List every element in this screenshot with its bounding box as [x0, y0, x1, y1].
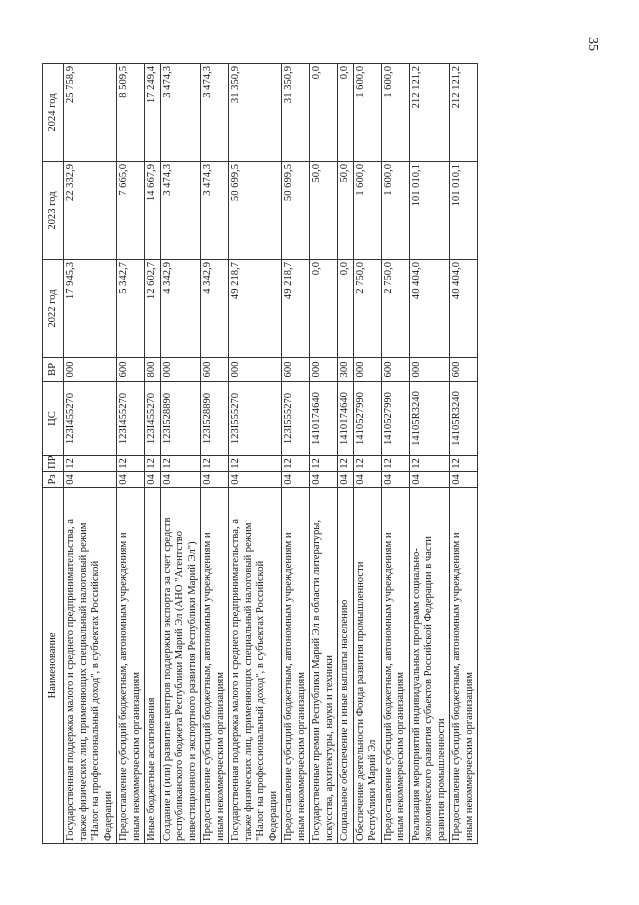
cell-vr: 000 — [160, 358, 201, 382]
cell-y2024: 1 600,0 — [381, 64, 409, 162]
row-name-line: Предоставление субсидий бюджетным, автономным учреждениям и — [201, 532, 213, 841]
cell-rz: 04 — [449, 472, 477, 488]
header-cs: ЦС — [42, 382, 63, 456]
row-name-line: инвестиционного и экспортного развития Республики Марий Эл") — [186, 541, 197, 841]
cell-y2023: 22 332,9 — [63, 162, 116, 260]
cell-cs: 1410174640 — [337, 382, 353, 456]
cell-pr: 12 — [116, 456, 144, 472]
row-name — [281, 488, 309, 844]
cell-y2022: 2 750,0 — [353, 260, 381, 358]
row-name-line: Предоставление субсидий бюджетным, автономным учреждениям и — [382, 532, 393, 841]
cell-pr: 12 — [449, 456, 477, 472]
cell-cs: 123I455270 — [116, 382, 144, 456]
table-row — [200, 64, 228, 844]
cell-cs: 123I455270 — [144, 382, 160, 456]
cell-y2024: 25 758,9 — [63, 64, 116, 162]
row-name — [200, 488, 228, 844]
cell-rz: 04 — [144, 472, 160, 488]
row-name — [337, 488, 353, 844]
cell-y2022: 4 342,9 — [160, 260, 201, 358]
cell-y2024: 31 350,9 — [281, 64, 309, 162]
cell-vr: 300 — [337, 358, 353, 382]
row-name-line: Предоставление субсидий бюджетным, автономным учреждениям и — [282, 532, 294, 841]
cell-rz: 04 — [281, 472, 309, 488]
row-name-line: Реализация мероприятий индивидуальных программ социально- — [410, 548, 421, 841]
cell-pr: 12 — [381, 456, 409, 472]
table-row — [353, 64, 381, 844]
row-name-line: Социальное обеспечение и иные выплаты населению — [338, 599, 350, 841]
row-name-line: также физических лиц, применяющих специальный налоговый режим — [77, 522, 88, 841]
cell-y2022: 4 342,9 — [200, 260, 228, 358]
cell-y2023: 50 699,5 — [281, 162, 309, 260]
header-rz: Рз — [42, 472, 63, 488]
row-name-line: иным некоммерческим организациям — [295, 672, 306, 841]
table-row — [281, 64, 309, 844]
cell-pr: 12 — [144, 456, 160, 472]
cell-y2022: 12 602,7 — [144, 260, 160, 358]
header-2023: 2023 год — [42, 162, 63, 260]
row-name — [144, 488, 160, 844]
cell-y2024: 212 121,2 — [449, 64, 477, 162]
table-header-row — [42, 64, 63, 844]
cell-vr: 600 — [281, 358, 309, 382]
row-name — [353, 488, 381, 844]
cell-rz: 04 — [309, 472, 337, 488]
cell-rz: 04 — [160, 472, 201, 488]
cell-vr: 600 — [449, 358, 477, 382]
cell-cs: 123I555270 — [228, 382, 281, 456]
table-row — [409, 64, 450, 844]
cell-vr: 000 — [228, 358, 281, 382]
cell-y2024: 31 350,9 — [228, 64, 281, 162]
rotated-table-container — [42, 64, 598, 844]
row-name-line: иным некоммерческим организациям — [394, 672, 406, 841]
header-pr: ПР — [42, 456, 63, 472]
cell-y2023: 50 699,5 — [228, 162, 281, 260]
cell-vr: 800 — [144, 358, 160, 382]
row-name-line: Обеспечение деятельности Фонда развития промышленности — [354, 561, 365, 841]
cell-cs: 1410174640 — [309, 382, 337, 456]
cell-y2022: 0,0 — [309, 260, 337, 358]
cell-rz: 04 — [228, 472, 281, 488]
cell-y2024: 3 474,3 — [160, 64, 201, 162]
row-name-line: республиканского бюджета Республики Марий Эл (АНО "Агентство — [173, 531, 185, 841]
row-name-line: Государственная поддержка малого и среднего предпринимательства, а — [229, 519, 241, 841]
row-name-line: экономического развития субъектов Российской Федерации в части — [422, 536, 434, 841]
cell-y2023: 3 474,3 — [160, 162, 201, 260]
cell-cs: 14105R3240 — [449, 382, 477, 456]
cell-cs: 1410527990 — [353, 382, 381, 456]
table-row — [381, 64, 409, 844]
cell-vr: 000 — [353, 358, 381, 382]
cell-y2023: 7 665,0 — [116, 162, 144, 260]
cell-y2023: 101 010,1 — [449, 162, 477, 260]
cell-y2024: 0,0 — [309, 64, 337, 162]
cell-pr: 12 — [160, 456, 201, 472]
table-row — [63, 64, 116, 844]
cell-pr: 12 — [228, 456, 281, 472]
header-2024: 2024 год — [42, 64, 63, 162]
cell-rz: 04 — [409, 472, 450, 488]
row-name-line: Федерации — [102, 790, 113, 841]
cell-y2023: 1 600,0 — [381, 162, 409, 260]
row-name-line: Государственные премии Республики Марий Эл в области литературы, — [310, 519, 322, 841]
row-name-line: "Налог на профессиональный доход", в субъектах Российской — [89, 560, 101, 841]
cell-y2022: 49 218,7 — [228, 260, 281, 358]
row-name-line: развития промышленности — [435, 718, 446, 841]
cell-y2023: 50,0 — [309, 162, 337, 260]
cell-pr: 12 — [309, 456, 337, 472]
table-row — [309, 64, 337, 844]
cell-y2022: 40 404,0 — [449, 260, 477, 358]
budget-table — [42, 63, 478, 844]
cell-pr: 12 — [337, 456, 353, 472]
cell-cs: 123I555270 — [281, 382, 309, 456]
cell-y2022: 5 342,7 — [116, 260, 144, 358]
cell-cs: 123I528890 — [200, 382, 228, 456]
cell-y2023: 14 667,9 — [144, 162, 160, 260]
cell-y2024: 3 474,3 — [200, 64, 228, 162]
cell-y2024: 1 600,0 — [353, 64, 381, 162]
cell-rz: 04 — [337, 472, 353, 488]
row-name — [63, 488, 116, 844]
cell-pr: 12 — [200, 456, 228, 472]
cell-rz: 04 — [63, 472, 116, 488]
cell-rz: 04 — [116, 472, 144, 488]
cell-y2023: 1 600,0 — [353, 162, 381, 260]
row-name-line: "Налог на профессиональный доход", в субъектах Российской — [254, 560, 266, 841]
cell-y2024: 212 121,2 — [409, 64, 450, 162]
row-name — [116, 488, 144, 844]
cell-cs: 123I455270 — [63, 382, 116, 456]
cell-y2022: 2 750,0 — [381, 260, 409, 358]
cell-y2022: 0,0 — [337, 260, 353, 358]
table-body — [63, 64, 477, 844]
cell-y2024: 17 249,4 — [144, 64, 160, 162]
row-name-line: Государственная поддержка малого и среднего предпринимательства, а — [64, 519, 76, 841]
cell-vr: 000 — [63, 358, 116, 382]
page-number: 35 — [585, 37, 600, 51]
cell-pr: 12 — [353, 456, 381, 472]
cell-pr: 12 — [409, 456, 450, 472]
cell-y2023: 50,0 — [337, 162, 353, 260]
row-name-line: Предоставление субсидий бюджетным, автономным учреждениям и — [450, 532, 462, 841]
cell-y2022: 40 404,0 — [409, 260, 450, 358]
row-name-line: искусства, архитектуры, науки и техники — [323, 655, 334, 841]
table-row — [116, 64, 144, 844]
table-row — [228, 64, 281, 844]
cell-vr: 600 — [200, 358, 228, 382]
cell-rz: 04 — [200, 472, 228, 488]
row-name-line: также физических лиц, применяющих специальный налоговый режим — [242, 522, 253, 841]
row-name-line: Создание и (или) развитие центров поддержки экспорта за счет средств — [161, 517, 172, 841]
cell-vr: 000 — [409, 358, 450, 382]
row-name — [449, 488, 477, 844]
cell-y2023: 3 474,3 — [200, 162, 228, 260]
row-name — [309, 488, 337, 844]
row-name — [409, 488, 450, 844]
cell-vr: 600 — [381, 358, 409, 382]
cell-rz: 04 — [381, 472, 409, 488]
row-name-line: иным некоммерческим организациям — [463, 672, 474, 841]
cell-y2024: 8 509,5 — [116, 64, 144, 162]
header-name: Наименование — [42, 488, 63, 844]
cell-vr: 000 — [309, 358, 337, 382]
cell-cs: 1410527990 — [381, 382, 409, 456]
cell-cs: 123I528890 — [160, 382, 201, 456]
table-row — [337, 64, 353, 844]
row-name — [228, 488, 281, 844]
row-name-line: Иные бюджетные ассигнования — [145, 697, 157, 841]
header-vr: ВР — [42, 358, 63, 382]
cell-cs: 14105R3240 — [409, 382, 450, 456]
row-name-line: иным некоммерческим организациям — [130, 672, 141, 841]
row-name-line: Республики Марий Эл — [366, 739, 378, 841]
table-row — [449, 64, 477, 844]
table-row — [144, 64, 160, 844]
table-row — [160, 64, 201, 844]
header-2022: 2022 год — [42, 260, 63, 358]
cell-pr: 12 — [63, 456, 116, 472]
row-name-line: Федерации — [267, 790, 278, 841]
cell-y2022: 17 945,3 — [63, 260, 116, 358]
cell-pr: 12 — [281, 456, 309, 472]
cell-vr: 600 — [116, 358, 144, 382]
row-name — [381, 488, 409, 844]
cell-y2022: 49 218,7 — [281, 260, 309, 358]
cell-y2023: 101 010,1 — [409, 162, 450, 260]
row-name-line: Предоставление субсидий бюджетным, автономным учреждениям и — [117, 532, 129, 841]
cell-rz: 04 — [353, 472, 381, 488]
row-name — [160, 488, 201, 844]
row-name-line: иным некоммерческим организациям — [214, 672, 225, 841]
cell-y2024: 0,0 — [337, 64, 353, 162]
